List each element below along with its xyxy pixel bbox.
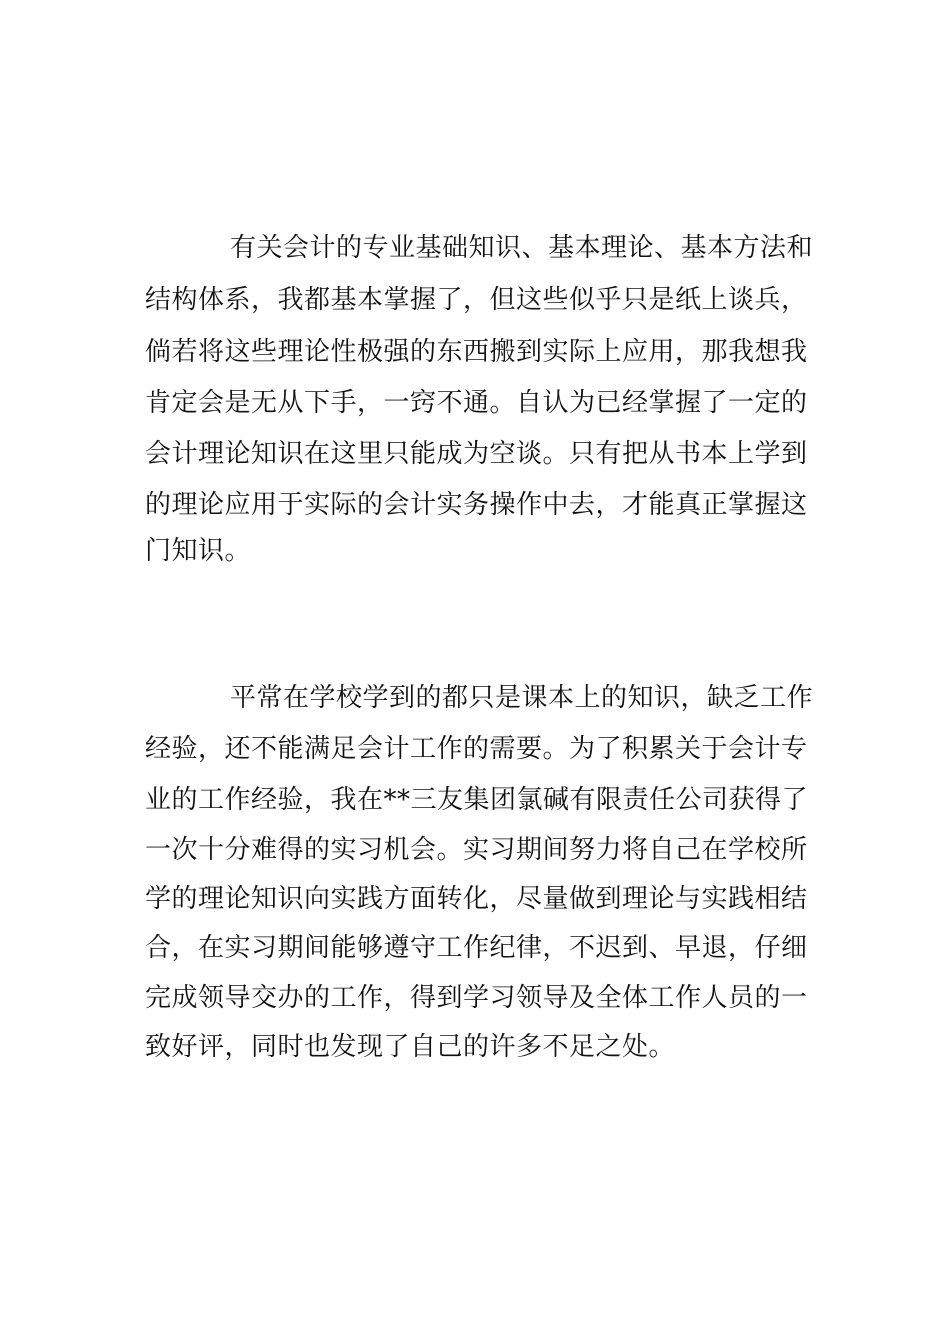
paragraph-line: 会计理论知识在这里只能成为空谈。只有把从书本上学到 (145, 439, 808, 469)
paragraph-line: 学的理论知识向实践方面转化，尽量做到理论与实践相结 (145, 884, 808, 914)
paragraph-line: 平常在学校学到的都只是课本上的知识，缺乏工作 (230, 683, 814, 713)
paragraph-line: 经验，还不能满足会计工作的需要。为了积累关于会计专 (145, 734, 808, 764)
paragraph-line: 倘若将这些理论性极强的东西搬到实际上应用，那我想我 (145, 337, 808, 367)
paragraph-line: 合，在实习期间能够遵守工作纪律，不迟到、早退，仔细 (145, 933, 808, 963)
paragraph-line: 致好评，同时也发现了自己的许多不足之处。 (145, 1032, 676, 1062)
paragraph-line: 肯定会是无从下手，一窍不通。自认为已经掌握了一定的 (145, 388, 808, 418)
paragraph-line: 一次十分难得的实习机会。实习期间努力将自己在学校所 (145, 835, 808, 865)
paragraph-line: 的理论应用于实际的会计实务操作中去，才能真正掌握这 (145, 490, 808, 520)
paragraph-line: 完成领导交办的工作，得到学习领导及全体工作人员的一 (145, 983, 808, 1013)
paragraph-line: 业的工作经验，我在**三友集团氯碱有限责任公司获得了 (145, 785, 809, 815)
paragraph-line: 结构体系，我都基本掌握了，但这些似乎只是纸上谈兵， (145, 285, 808, 315)
paragraph-line: 门知识。 (145, 536, 252, 566)
paragraph-line: 有关会计的专业基础知识、基本理论、基本方法和 (230, 233, 814, 263)
